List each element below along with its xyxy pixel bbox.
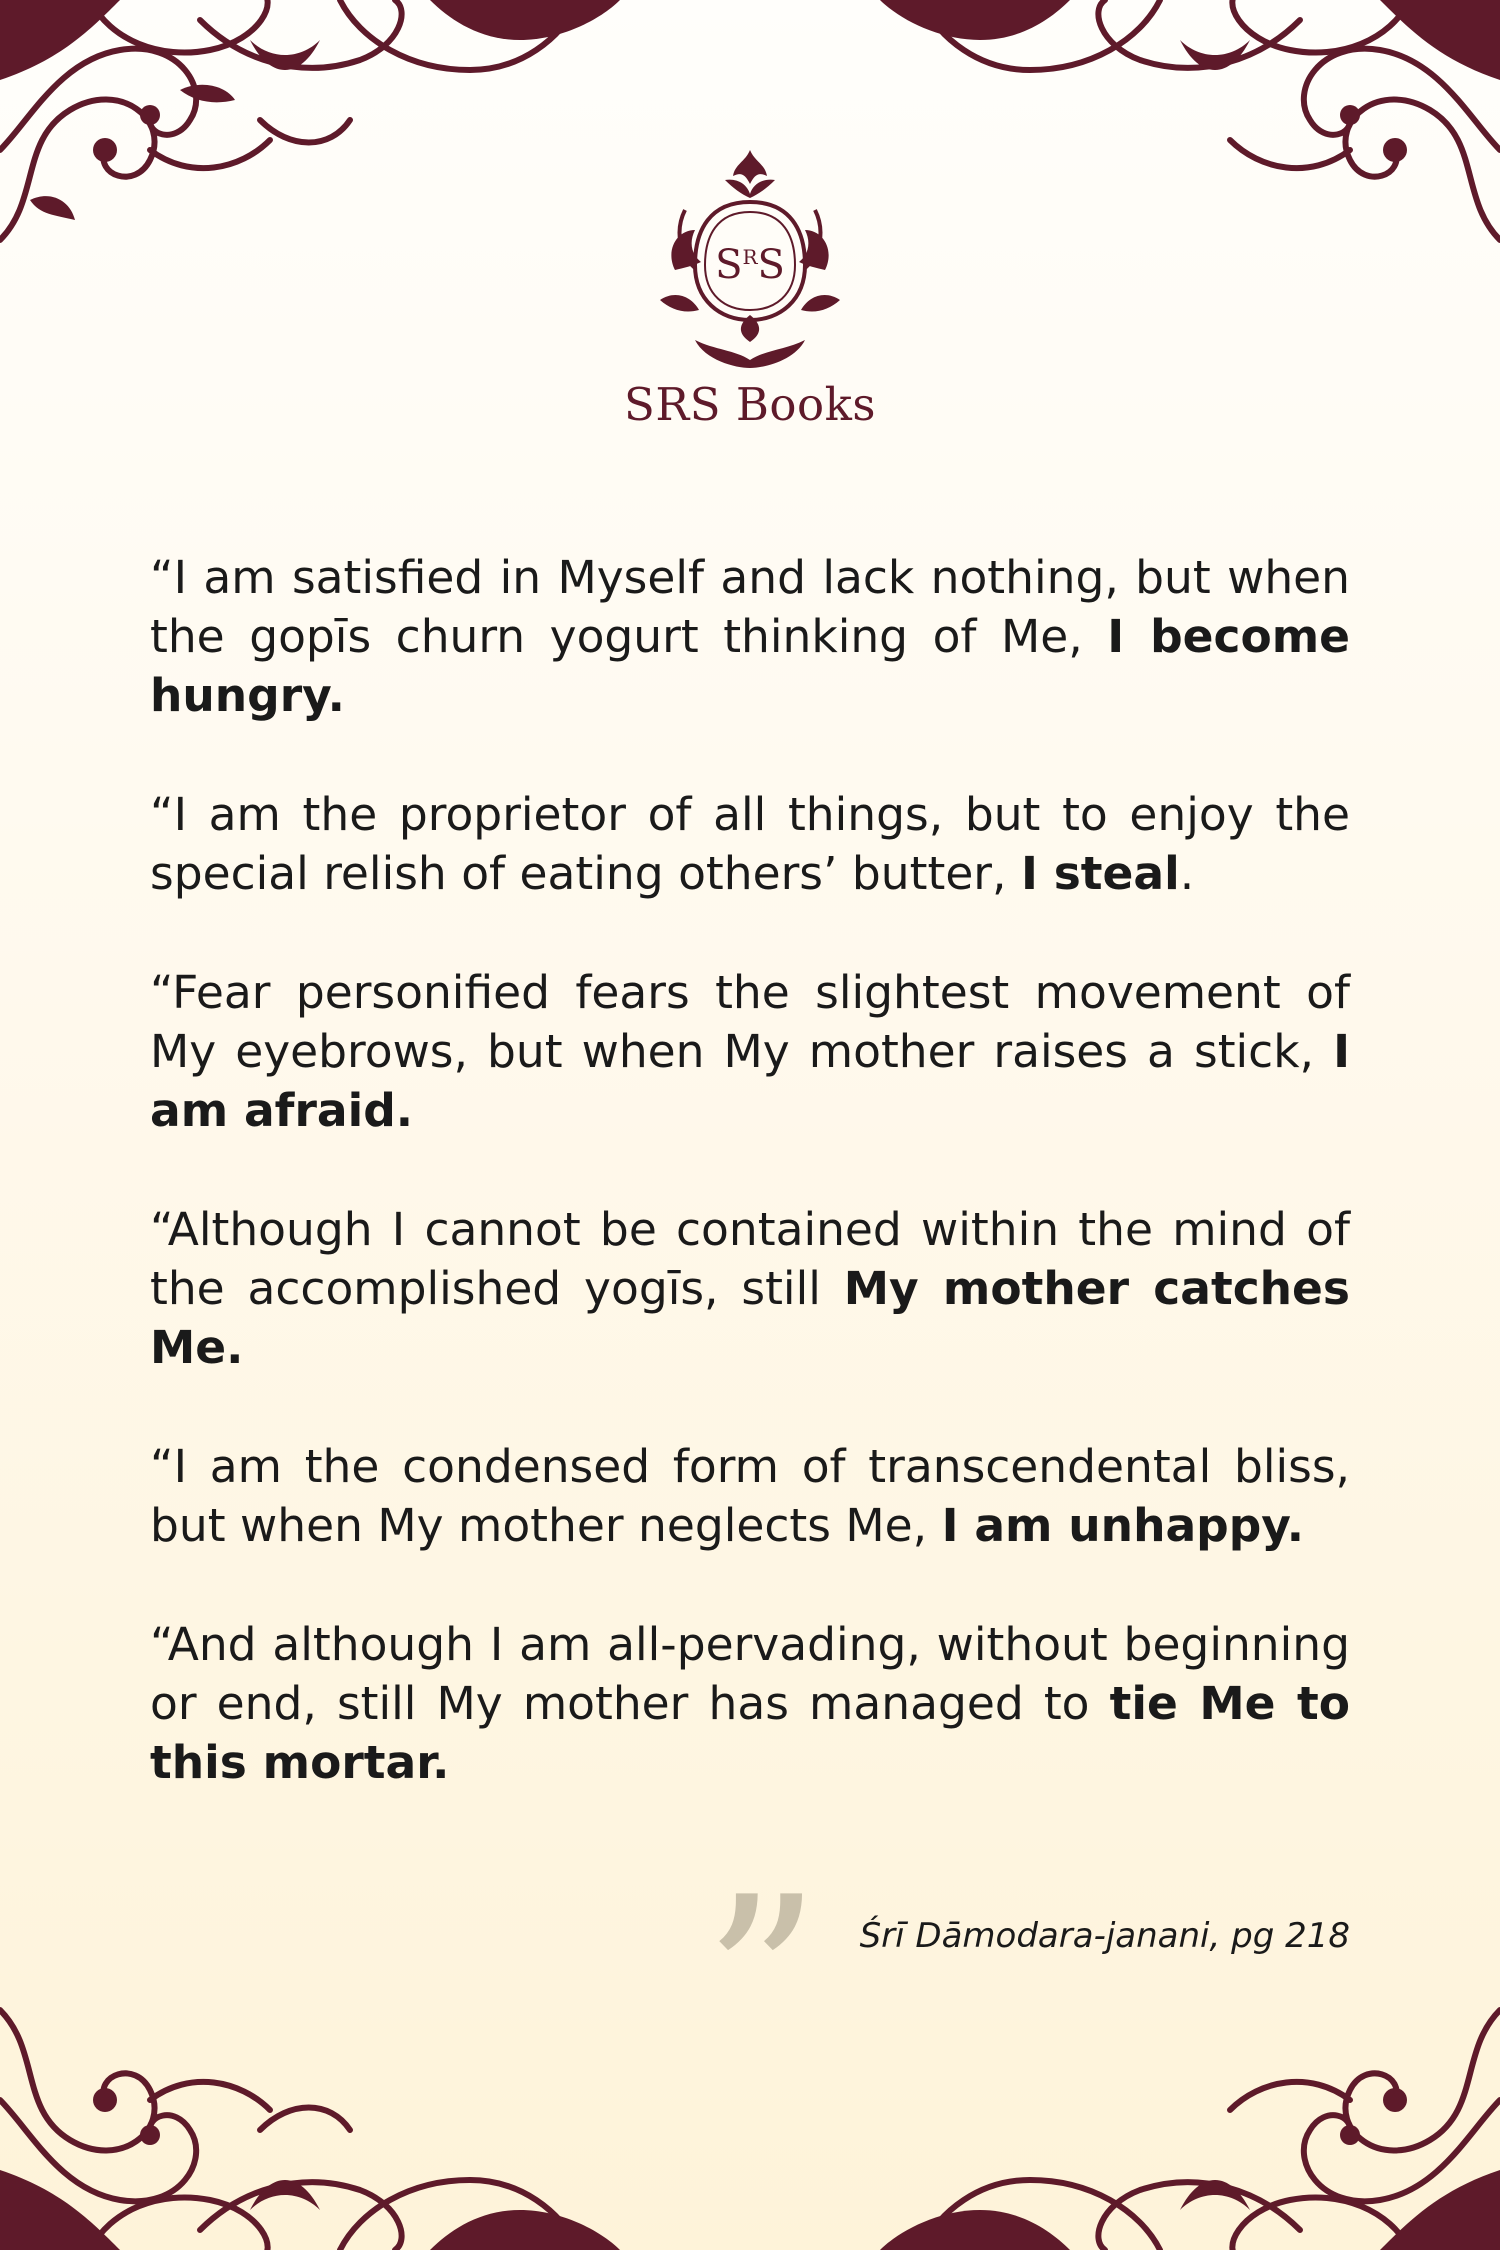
baroque-scroll-icon xyxy=(780,2000,1500,2250)
emphasis: tie Me to this mortar. xyxy=(150,1677,1350,1789)
emphasis: I am unhappy. xyxy=(941,1499,1305,1552)
quote-paragraph: “Fear personified fears the slightest movement of My eyebrows, but when My mother raises a stick, I am afraid. xyxy=(150,966,1350,1137)
svg-text:SRS: $S^RS$ xyxy=(715,242,785,288)
quote-body xyxy=(150,548,1350,1852)
quote-paragraph: “I am the condensed form of transcendental bliss, but when My mother neglects Me, I am unhappy. xyxy=(150,1440,1350,1552)
emphasis: My mother catches Me. xyxy=(150,1262,1350,1374)
corner-ornament-bottom-left xyxy=(0,2000,720,2250)
emphasis: I am afraid. xyxy=(150,1025,1350,1137)
brand-logo xyxy=(0,150,1500,440)
quote-paragraph: “I am satisfied in Myself and lack nothing, but when the gopīs churn yogurt thinking of Me, I become hungry. xyxy=(150,551,1350,722)
corner-ornament-bottom-right xyxy=(780,2000,1500,2250)
emphasis: I steal xyxy=(1020,847,1180,900)
closing-quote-icon: ” xyxy=(703,1849,821,2116)
emphasis: I become hungry. xyxy=(150,610,1350,722)
quote-paragraph: “Although I cannot be contained within the mind of the accomplished yogīs, still My mother catches Me. xyxy=(150,1203,1350,1374)
quote-paragraph: “And although I am all-pervading, without beginning or end, still My mother has managed to tie Me to this mortar. xyxy=(150,1618,1350,1789)
citation-row xyxy=(0,1849,1500,2116)
quote-paragraph: “I am the proprietor of all things, but to enjoy the special relish of eating others’ butter, I steal. xyxy=(150,788,1350,900)
baroque-scroll-icon xyxy=(0,2000,720,2250)
citation: Śrī Dāmodara-janani, pg 218 xyxy=(859,1916,1350,1956)
srs-crest-icon xyxy=(655,150,845,370)
brand-name: SRS Books xyxy=(624,378,876,431)
